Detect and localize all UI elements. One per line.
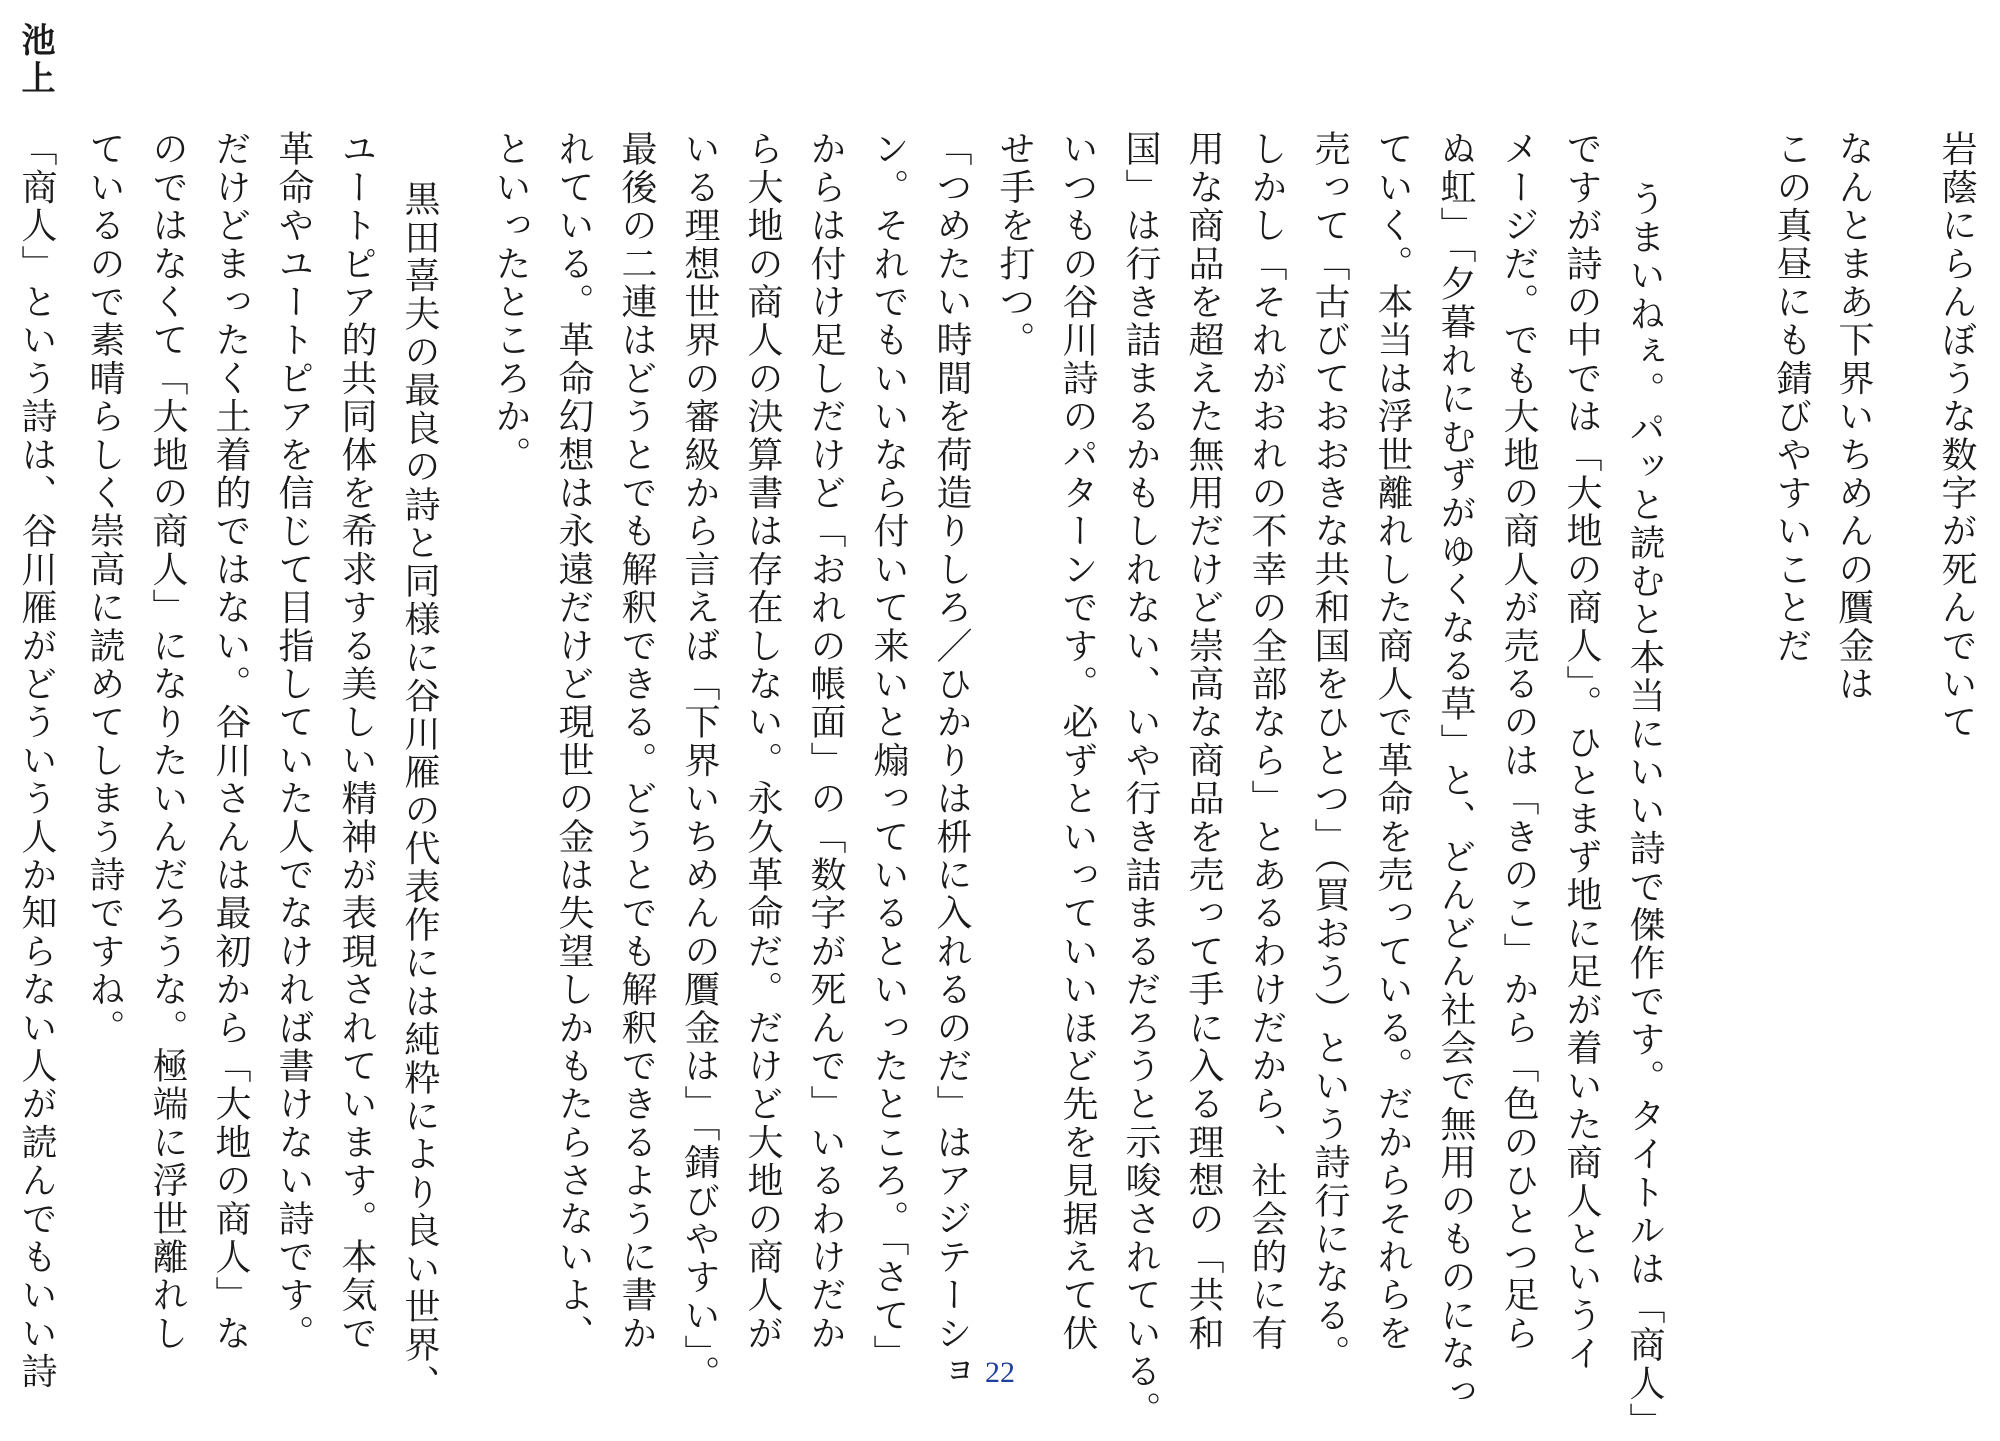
- poem-line: この真昼にも錆びやすいことだ: [1771, 130, 1812, 665]
- commentary-line: 革命やユートピアを信じて目指していた人でなければ書けない詩です。: [273, 130, 314, 1353]
- commentary-line: いつもの谷川詩のパターンです。必ずといっていいほど先を見据えて伏: [1057, 130, 1098, 1353]
- commentary-line: ているので素晴らしく崇高に読めてしまう詩ですね。: [84, 130, 125, 1047]
- commentary-line: のではなくて「大地の商人」になりたいんだろうな。極端に浮世離れし: [147, 130, 188, 1353]
- poem-line: 岩蔭にらんぼうな数字が死んでいて: [1936, 130, 1977, 742]
- poem-line: なんとまあ下界いちめんの贋金は: [1833, 130, 1874, 703]
- commentary-line: せ手を打つ。: [994, 130, 1035, 360]
- commentary-line: メージだ。でも大地の商人が売るのは「きのこ」から「色のひとつ足ら: [1498, 130, 1539, 1353]
- commentary-line: 「つめたい時間を荷造りしろ／ひかりは枡に入れるのだ」はアジテーショ: [931, 130, 972, 1391]
- commentary-line: 用な商品を超えた無用だけど崇高な商品を売って手に入る理想の「共和: [1183, 130, 1224, 1353]
- commentary-line: ン。それでもいいなら付いて来いと煽っているといったところ。「さて」: [868, 130, 909, 1373]
- commentary-line: からは付け足しだけど「おれの帳面」の「数字が死んで」いるわけだか: [805, 130, 846, 1353]
- commentary-line: ら大地の商人の決算書は存在しない。永久革命だ。だけど大地の商人が: [742, 130, 783, 1353]
- commentary-line: 国」は行き詰まるかもしれない、いや行き詰まるだろうと示唆されている。: [1120, 130, 1161, 1429]
- commentary-line: いる理想世界の審級から言えば「下界いちめんの贋金は」「錆びやすい」。: [679, 130, 720, 1393]
- commentary-line: ていく。本当は浮世離れした商人で革命を売っている。だからそれらを: [1372, 130, 1413, 1353]
- commentary-line: 最後の二連はどうとでも解釈できる。どうとでも解釈できるように書か: [616, 130, 657, 1353]
- commentary-line: 黒田喜夫の最良の詩と同様に谷川雁の代表作には純粋により良い世界、: [399, 180, 440, 1403]
- commentary-line: だけどまったく土着的ではない。谷川さんは最初から「大地の商人」な: [210, 130, 251, 1353]
- commentary-line: 売って「古びておおきな共和国をひとつ」（買おう）という詩行になる。: [1309, 130, 1350, 1373]
- commentary-line: ユートピア的共同体を希求する美しい精神が表現されています。本気で: [336, 130, 377, 1353]
- speaker-name: 池上: [15, 22, 55, 98]
- commentary-line: ですが詩の中では「大地の商人」。ひとまず地に足が着いた商人というイ: [1561, 130, 1602, 1373]
- commentary-line: 「商人」という詩は、谷川雁がどういう人か知らない人が読んでもいい詩: [16, 130, 57, 1391]
- commentary-line: うまいねぇ。パッと読むと本当にいい詩で傑作です。タイトルは「商人」: [1624, 180, 1665, 1441]
- commentary-line: ぬ虹」「夕暮れにむずがゆくなる草」と、どんどん社会で無用のものになっ: [1435, 130, 1476, 1411]
- page-number: 22: [985, 1356, 1015, 1389]
- commentary-line: れている。革命幻想は永遠だけど現世の金は失望しかもたらさないよ、: [553, 130, 594, 1353]
- commentary-line: といったところか。: [490, 130, 531, 474]
- commentary-line: しかし「それがおれの不幸の全部なら」とあるわけだから、社会的に有: [1246, 130, 1287, 1353]
